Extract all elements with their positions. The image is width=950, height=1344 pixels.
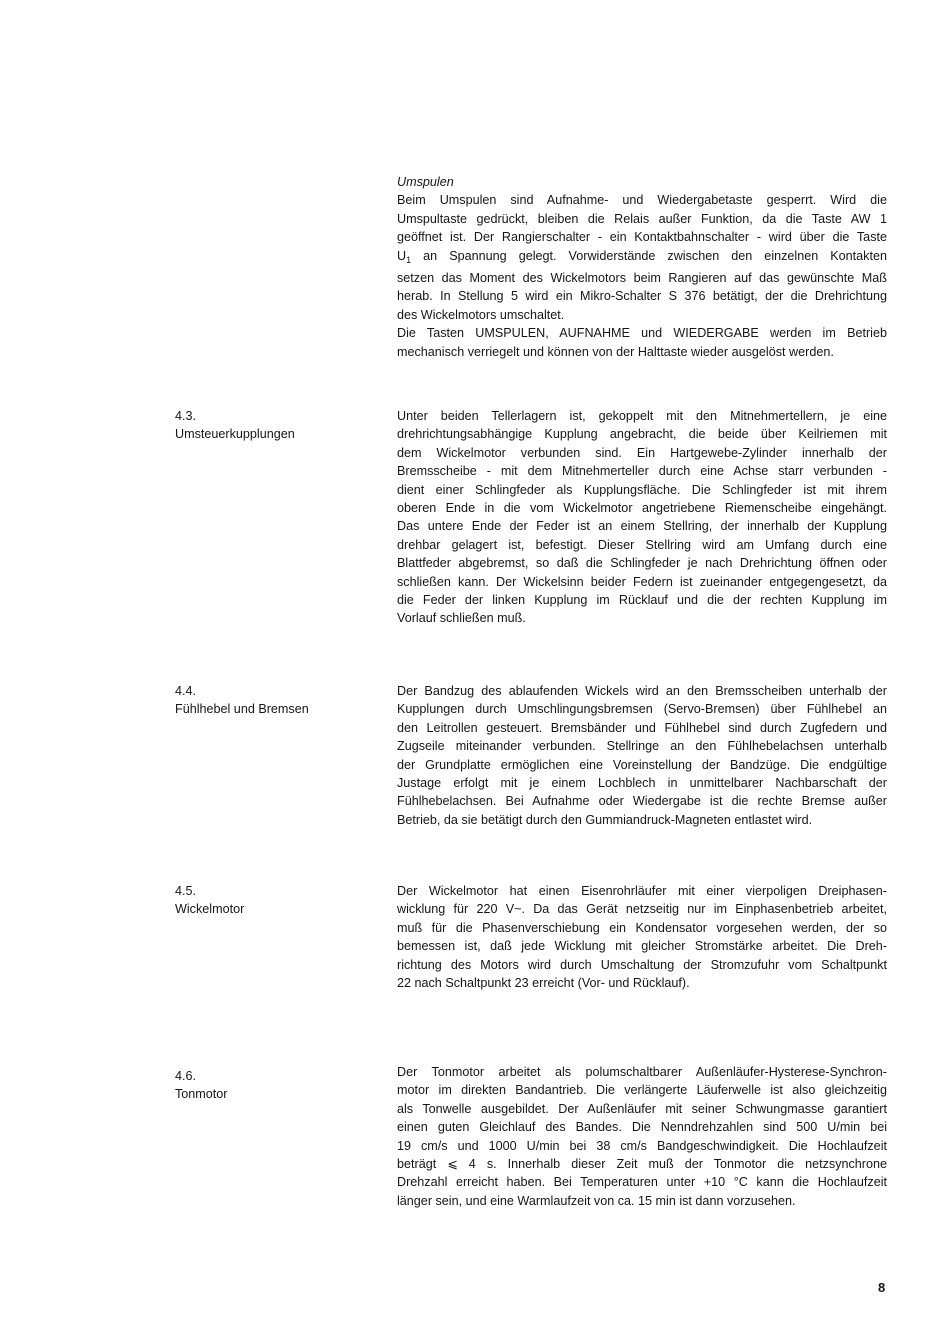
text-line: drehrichtungsabhängige Kupplung angebracht, die beide über Keilriemen mit — [397, 427, 887, 442]
text-line: bemessen ist, daß jede Wicklung mit gleicher Stromstärke arbeitet. Die Dreh- — [397, 939, 887, 954]
text-line: Der Tonmotor arbeitet als polumschaltbarer Außenläufer-Hysterese-Synchron- — [397, 1065, 887, 1079]
text-line: Blattfeder abgebremst, so daß die Schlingfeder je nach Drehrichtung öffnen oder — [397, 556, 887, 571]
text-line: Unter beiden Tellerlagern ist, gekoppelt mit den Mitnehmertellern, je eine — [397, 409, 887, 423]
text-line: oberen Ende in die vom Wickelmotor angetriebene Riemenscheibe eingehängt. — [397, 501, 887, 516]
text-line: beträgt ⩽ 4 s. Innerhalb dieser Zeit muß der Tonmotor die netzsynchrone — [397, 1157, 887, 1172]
text-line: Kupplungen durch Umschlingungsbremsen (Servo-Bremsen) über Fühlhebel an — [397, 702, 887, 717]
section-title: Tonmotor — [175, 1087, 228, 1102]
page-number: 8 — [878, 1280, 886, 1295]
u-symbol: U — [397, 248, 407, 263]
text-line: drehbar gelagert ist, befestigt. Dieser Stellring wird am Umfang durch eine — [397, 537, 887, 552]
text-line: Justage erfolgt mit je einem Lochblech in unmittelbarer Nachbarschaft der — [397, 776, 887, 791]
text-line: Das untere Ende der Feder ist an einem Stellring, der innerhalb der Kupplung — [397, 519, 887, 534]
section-4-3-heading — [175, 407, 375, 444]
text-line: länger sein, und eine Warmlaufzeit von ca. 15 min ist dann vorzusehen. — [397, 1193, 796, 1208]
section-4-3-body — [397, 407, 887, 628]
text-line: einen guten Gleichlauf des Bandes. Die Nenndrehzahlen sind 500 U/min bei — [397, 1120, 887, 1135]
text-line: der Grundplatte ermöglichen eine Voreinstellung der Bandzüge. Die endgültige — [397, 757, 887, 772]
section-4-4-body — [397, 682, 887, 829]
text-line: die Feder der linken Kupplung im Rücklauf und die der rechten Kupplung im — [397, 593, 887, 608]
text-line: Drehzahl erreicht haben. Bei Temperaturen unter +10 °C kann die Hochlaufzeit — [397, 1175, 887, 1190]
text-line: Der Bandzug des ablaufenden Wickels wird an den Bremsscheiben unterhalb der — [397, 684, 887, 698]
section-umspulen — [397, 173, 887, 361]
text-line: schließen kann. Der Wickelsinn beider Federn ist zueinander entgegengesetzt, da — [397, 574, 887, 589]
text-line: wicklung für 220 V~. Da das Gerät netzseitig nur im Einphasenbetrieb arbeitet, — [397, 902, 887, 917]
section-4-6-body — [397, 1063, 887, 1210]
section-4-4-heading — [175, 682, 375, 719]
text-line: richtung des Motors wird durch Umschaltung der Stromzufuhr vom Schaltpunkt — [397, 957, 887, 972]
section-4-5-body — [397, 882, 887, 992]
section-4-6-heading — [175, 1067, 375, 1104]
text-line: herab. In Stellung 5 wird ein Mikro-Schalter S 376 betätigt, der die Drehrichtung — [397, 289, 887, 304]
section-title: Umsteuerkupplungen — [175, 427, 295, 442]
text-line: motor im direkten Bandantrieb. Die verlängerte Läuferwelle ist also gleichzeitig — [397, 1083, 887, 1098]
text-line: als Tonwelle ausgebildet. Der Außenläufer mit seiner Schwungmasse garantiert — [397, 1101, 887, 1116]
text-line: Zugseile miteinander verbunden. Stellringe an den Fühlhebelachsen unterhalb — [397, 739, 887, 754]
section-number: 4.4. — [175, 684, 197, 698]
u-line-rest: an Spannung gelegt. Vorwiderstände zwischen den einzelnen Kontakten — [411, 248, 887, 263]
section-title: Wickelmotor — [175, 902, 245, 917]
text-line: den Leitrollen gesteuert. Bremsbänder und Fühlhebel sind durch Zugfedern und — [397, 720, 887, 735]
text-line: 19 cm/s und 1000 U/min bei 38 cm/s Bandgeschwindigkeit. Die Hochlaufzeit — [397, 1138, 887, 1153]
text-line: Der Wickelmotor hat einen Eisenrohrläufer mit einer vierpoligen Dreiphasen- — [397, 884, 887, 898]
text-line: mechanisch verriegelt und können von der Halttaste wieder ausgelöst werden. — [397, 344, 834, 359]
section-title: Fühlhebel und Bremsen — [175, 702, 309, 717]
text-line: Fühlhebelachsen. Bei Aufnahme oder Wiedergabe ist die rechte Bremse außer — [397, 794, 887, 809]
text-line: Betrieb, da sie betätigt durch den Gummiandruck-Magneten entlastet wird. — [397, 812, 813, 827]
text-line: geöffnet ist. Der Rangierschalter - ein Kontaktbahnschalter - wird über die Taste — [397, 230, 887, 245]
text-line: Umspultaste gedrückt, bleiben die Relais außer Funktion, da die Taste AW 1 — [397, 211, 887, 226]
text-line-u1 — [397, 247, 887, 269]
section-number: 4.5. — [175, 884, 197, 898]
section-4-5-heading — [175, 882, 375, 919]
text-line: Vorlauf schließen muß. — [397, 611, 526, 626]
text-line: muß für die Phasenverschiebung ein Kondensator vorgesehen werden, der so — [397, 920, 887, 935]
section-number: 4.6. — [175, 1069, 197, 1083]
text-line: 22 nach Schaltpunkt 23 erreicht (Vor- und Rücklauf). — [397, 976, 690, 991]
text-line: dem Wickelmotor verbunden sind. Ein Hartgewebe-Zylinder innerhalb der — [397, 445, 887, 460]
text-line: Bremsscheibe - mit dem Mitnehmerteller durch eine Achse starr verbunden - — [397, 464, 887, 479]
text-line: dient einer Schlingfeder als Kupplungsfläche. Die Schlingfeder ist mit ihrem — [397, 482, 887, 497]
text-line: Beim Umspulen sind Aufnahme- und Wiedergabetaste gesperrt. Wird die — [397, 193, 887, 208]
text-line: setzen das Moment des Wickelmotors beim Rangieren auf das gewünschte Maß — [397, 271, 887, 286]
text-line: Die Tasten UMSPULEN, AUFNAHME und WIEDERGABE werden im Betrieb — [397, 326, 887, 341]
section-number: 4.3. — [175, 409, 197, 423]
umspulen-heading: Umspulen — [397, 175, 454, 189]
u-subscript: 1 — [406, 254, 412, 265]
text-line: des Wickelmotors umschaltet. — [397, 307, 565, 322]
